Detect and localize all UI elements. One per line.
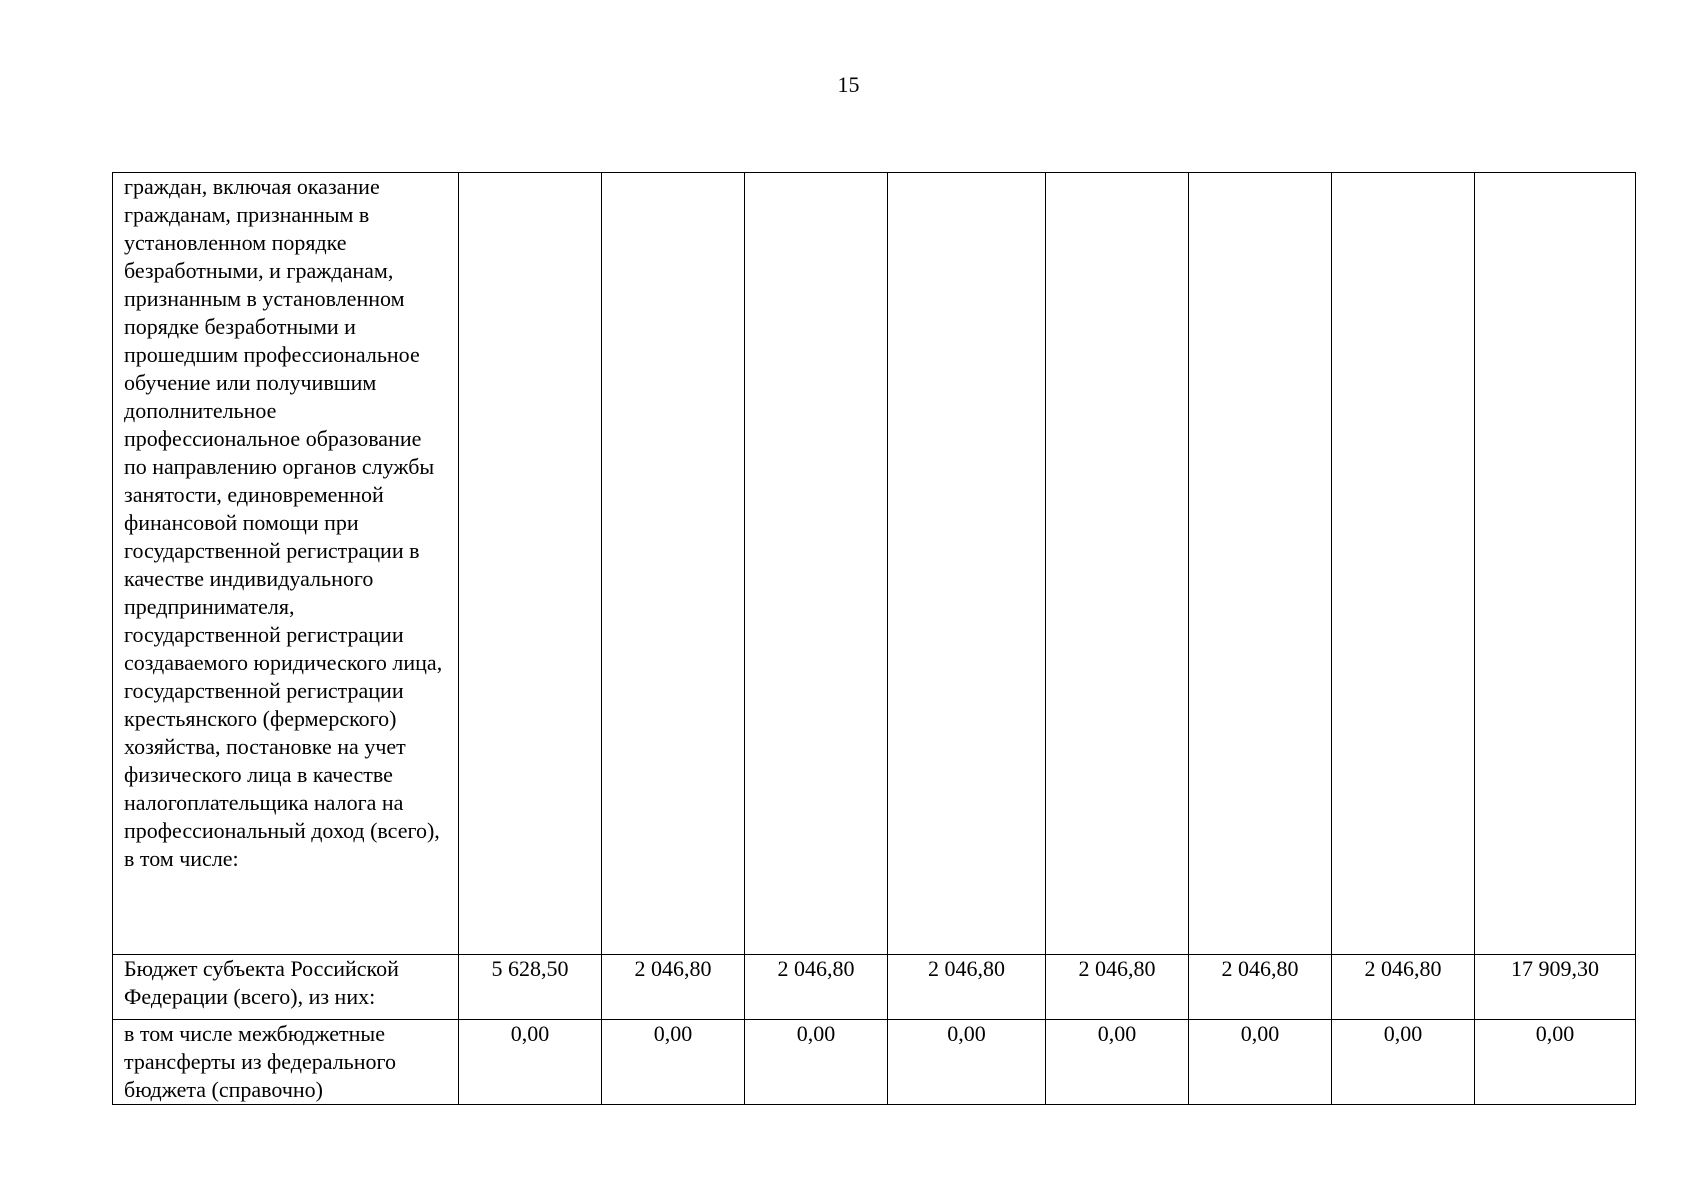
value-cell-total [1475, 173, 1636, 955]
value-cell [1332, 173, 1475, 955]
value-cell: 2 046,80 [745, 955, 888, 1020]
value-cell: 2 046,80 [1332, 955, 1475, 1020]
value-cell: 0,00 [602, 1020, 745, 1105]
value-cell: 0,00 [459, 1020, 602, 1105]
value-cell: 2 046,80 [1046, 955, 1189, 1020]
value-cell [745, 173, 888, 955]
value-cell: 2 046,80 [602, 955, 745, 1020]
value-cell: 0,00 [888, 1020, 1046, 1105]
value-cell: 0,00 [1189, 1020, 1332, 1105]
table-row-federal-transfers [113, 1020, 1636, 1105]
value-cell [1046, 173, 1189, 955]
value-cell: 2 046,80 [1189, 955, 1332, 1020]
table-row-subject-budget [113, 955, 1636, 1020]
value-cell-total: 17 909,30 [1475, 955, 1636, 1020]
value-cell: 5 628,50 [459, 955, 602, 1020]
value-cell: 0,00 [1046, 1020, 1189, 1105]
row-label: в том числе межбюджетные трансферты из федерального бюджета (справочно) [113, 1020, 459, 1105]
value-cell: 0,00 [1332, 1020, 1475, 1105]
value-cell [888, 173, 1046, 955]
page-number: 15 [837, 72, 860, 97]
value-cell-total: 0,00 [1475, 1020, 1636, 1105]
table-row-description [113, 173, 1636, 955]
value-cell: 0,00 [745, 1020, 888, 1105]
value-cell [459, 173, 602, 955]
row-label: Бюджет субъекта Российской Федерации (всего), из них: [113, 955, 459, 1020]
budget-table [112, 172, 1636, 1105]
row-label: граждан, включая оказание гражданам, признанным в установленном порядке безработными, и гражданам, признанным в установленном порядке безработными и прошедшим профессиональное обучение или получившим дополнительное профессиональное образование по направлению органов службы занятости, единовременной финансовой помощи при государственной регистрации в качестве индивидуального предпринимателя, государственной регистрации создаваемого юридического лица, государственной регистрации крестьянского (фермерского) хозяйства, постановке на учет физического лица в качестве налогоплательщика налога на профессиональный доход (всего), в том числе: [113, 173, 459, 955]
value-cell [1189, 173, 1332, 955]
value-cell: 2 046,80 [888, 955, 1046, 1020]
value-cell [602, 173, 745, 955]
